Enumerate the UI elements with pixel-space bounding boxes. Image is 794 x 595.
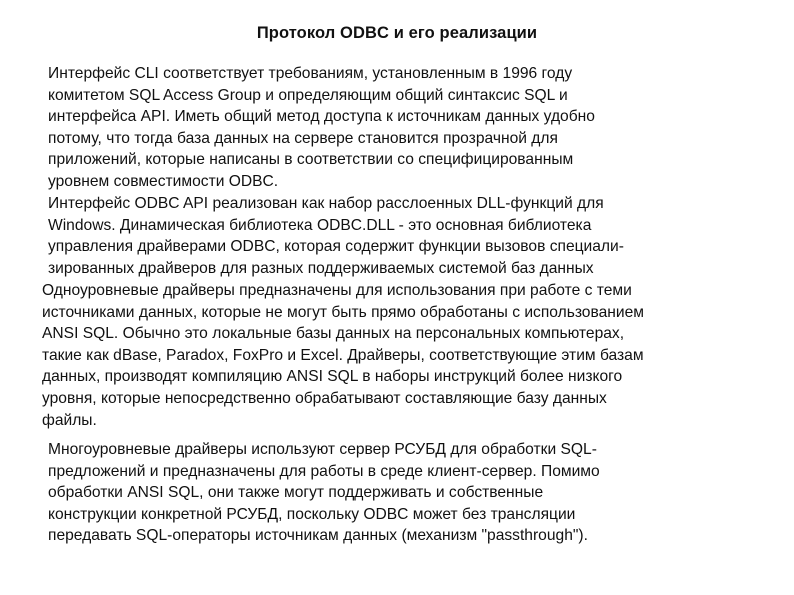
text-line: уровнем совместимости ODBC. xyxy=(48,172,279,190)
text-line: комитетом SQL Access Group и определяющим общий синтаксис SQL и xyxy=(48,86,568,104)
text-line: файлы. xyxy=(42,411,97,429)
paragraph-single-tier-drivers xyxy=(42,280,644,431)
text-line: обработки ANSI SQL, они также могут поддерживать и собственные xyxy=(48,484,544,502)
text-line: Windows. Динамическая библиотека ODBC.DLL - это основная библиотека xyxy=(48,216,592,234)
text-line: приложений, которые написаны в соответствии со специфицированным xyxy=(48,151,574,169)
text-line: управления драйверами ODBC, которая содержит функции вызовов специали- xyxy=(48,238,624,256)
text-line: конструкции конкретной РСУБД, поскольку ODBC может без трансляции xyxy=(48,505,576,523)
text-line: источниками данных, которые не могут быть прямо обработаны с использованием xyxy=(42,303,644,321)
text-line: Многоуровневые драйверы используют сервер РСУБД для обработки SQL- xyxy=(48,441,597,458)
text-line: предложений и предназначены для работы в среде клиент-сервер. Помимо xyxy=(48,462,600,480)
text-line: Интерфейс ODBC API реализован как набор расслоенных DLL-функций для xyxy=(48,195,604,212)
text-line: ANSI SQL. Обычно это локальные базы данных на персональных компьютерах, xyxy=(42,325,625,343)
text-line: такие как dBase, Paradox, FoxPro и Excel. Драйверы, соответствующие этим базам xyxy=(42,346,644,364)
text-line: уровня, которые непосредственно обрабатывают составляющие базу данных xyxy=(42,389,607,407)
text-line: Интерфейс CLI соответствует требованиям, установленным в 1996 году xyxy=(48,65,573,82)
paragraph-multi-tier-drivers xyxy=(48,439,600,547)
text-line: потому, что тогда база данных на сервере становится прозрачной для xyxy=(48,129,558,147)
paragraph-cli-interface xyxy=(48,63,595,193)
text-line: зированных драйверов для разных поддерживаемых системой баз данных xyxy=(48,259,594,277)
text-line: передавать SQL-операторы источникам данных (механизм "passthrough"). xyxy=(48,527,588,545)
page-title: Протокол ODBC и его реализации xyxy=(256,24,538,42)
text-line: данных, производят компиляцию ANSI SQL в наборы инструкций более низкого xyxy=(42,368,623,386)
text-line: Одноуровневые драйверы предназначены для использования при работе с теми xyxy=(42,282,632,299)
paragraph-odbc-api xyxy=(48,193,624,279)
text-line: интерфейса API. Иметь общий метод доступа к источникам данных удобно xyxy=(48,108,595,126)
